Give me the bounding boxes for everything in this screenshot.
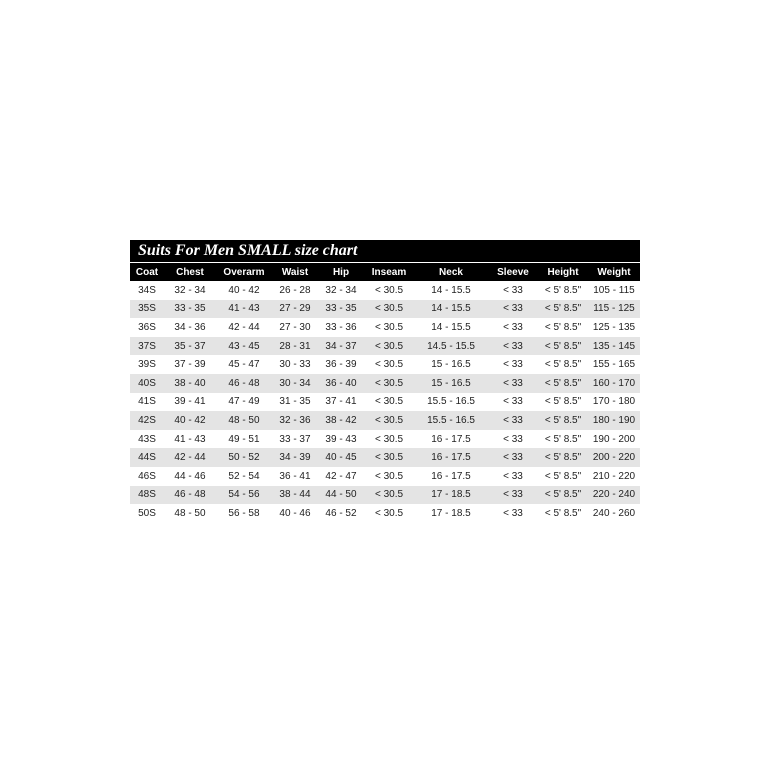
table-row xyxy=(130,467,640,486)
table-cell: < 33 xyxy=(488,411,538,430)
table-row xyxy=(130,411,640,430)
table-cell: 115 - 125 xyxy=(588,300,640,319)
table-cell: < 5' 8.5" xyxy=(538,467,588,486)
table-cell: 46 - 48 xyxy=(216,374,272,393)
column-header: Neck xyxy=(414,263,488,282)
table-cell: < 33 xyxy=(488,355,538,374)
size-chart xyxy=(130,240,640,523)
table-row xyxy=(130,355,640,374)
table-cell: 28 - 31 xyxy=(272,337,318,356)
table-cell: 37 - 39 xyxy=(164,355,216,374)
table-cell: 240 - 260 xyxy=(588,504,640,523)
table-cell: < 5' 8.5" xyxy=(538,393,588,412)
table-cell: < 33 xyxy=(488,504,538,523)
table-cell: 38 - 40 xyxy=(164,374,216,393)
column-header: Waist xyxy=(272,263,318,282)
column-header: Inseam xyxy=(364,263,414,282)
table-cell: 32 - 34 xyxy=(318,281,364,300)
table-cell: < 5' 8.5" xyxy=(538,281,588,300)
table-cell: 38 - 42 xyxy=(318,411,364,430)
table-cell: < 5' 8.5" xyxy=(538,430,588,449)
table-cell: 42S xyxy=(130,411,164,430)
table-cell: 16 - 17.5 xyxy=(414,448,488,467)
table-cell: 35 - 37 xyxy=(164,337,216,356)
table-cell: < 30.5 xyxy=(364,393,414,412)
table-cell: 37 - 41 xyxy=(318,393,364,412)
column-header: Hip xyxy=(318,263,364,282)
table-cell: < 5' 8.5" xyxy=(538,411,588,430)
table-cell: 36 - 39 xyxy=(318,355,364,374)
table-cell: 42 - 44 xyxy=(216,318,272,337)
table-cell: 44 - 46 xyxy=(164,467,216,486)
table-cell: < 33 xyxy=(488,337,538,356)
table-cell: 34S xyxy=(130,281,164,300)
table-cell: 40 - 42 xyxy=(164,411,216,430)
table-cell: 155 - 165 xyxy=(588,355,640,374)
table-cell: < 5' 8.5" xyxy=(538,448,588,467)
table-cell: < 30.5 xyxy=(364,281,414,300)
table-cell: 105 - 115 xyxy=(588,281,640,300)
table-cell: 30 - 33 xyxy=(272,355,318,374)
table-cell: < 33 xyxy=(488,318,538,337)
table-cell: 46 - 52 xyxy=(318,504,364,523)
table-cell: < 30.5 xyxy=(364,411,414,430)
table-cell: 190 - 200 xyxy=(588,430,640,449)
table-cell: 33 - 35 xyxy=(318,300,364,319)
table-cell: 56 - 58 xyxy=(216,504,272,523)
table-cell: 38 - 44 xyxy=(272,486,318,505)
table-row xyxy=(130,337,640,356)
table-cell: 34 - 39 xyxy=(272,448,318,467)
table-cell: 48S xyxy=(130,486,164,505)
table-cell: 33 - 35 xyxy=(164,300,216,319)
table-cell: 41 - 43 xyxy=(164,430,216,449)
chart-title: Suits For Men SMALL size chart xyxy=(130,240,640,262)
table-cell: 46 - 48 xyxy=(164,486,216,505)
column-header: Sleeve xyxy=(488,263,538,282)
table-cell: 49 - 51 xyxy=(216,430,272,449)
table-cell: < 33 xyxy=(488,300,538,319)
table-cell: 32 - 34 xyxy=(164,281,216,300)
table-row xyxy=(130,374,640,393)
table-cell: 14 - 15.5 xyxy=(414,300,488,319)
table-cell: < 30.5 xyxy=(364,486,414,505)
table-cell: 15.5 - 16.5 xyxy=(414,411,488,430)
table-cell: 42 - 44 xyxy=(164,448,216,467)
table-cell: < 30.5 xyxy=(364,318,414,337)
table-cell: 54 - 56 xyxy=(216,486,272,505)
table-cell: 32 - 36 xyxy=(272,411,318,430)
table-cell: 135 - 145 xyxy=(588,337,640,356)
table-cell: < 5' 8.5" xyxy=(538,337,588,356)
table-cell: 39 - 41 xyxy=(164,393,216,412)
table-cell: < 5' 8.5" xyxy=(538,355,588,374)
table-cell: 210 - 220 xyxy=(588,467,640,486)
table-cell: 31 - 35 xyxy=(272,393,318,412)
table-cell: 48 - 50 xyxy=(216,411,272,430)
table-cell: 27 - 30 xyxy=(272,318,318,337)
table-cell: 14 - 15.5 xyxy=(414,281,488,300)
table-cell: 39 - 43 xyxy=(318,430,364,449)
column-header: Chest xyxy=(164,263,216,282)
table-cell: 36 - 41 xyxy=(272,467,318,486)
table-cell: 33 - 37 xyxy=(272,430,318,449)
table-cell: < 33 xyxy=(488,393,538,412)
table-cell: 36S xyxy=(130,318,164,337)
table-cell: 44S xyxy=(130,448,164,467)
table-cell: 160 - 170 xyxy=(588,374,640,393)
table-cell: 40 - 46 xyxy=(272,504,318,523)
table-cell: < 5' 8.5" xyxy=(538,504,588,523)
table-cell: 15.5 - 16.5 xyxy=(414,393,488,412)
table-cell: < 33 xyxy=(488,374,538,393)
table-cell: < 30.5 xyxy=(364,504,414,523)
table-cell: 220 - 240 xyxy=(588,486,640,505)
column-header: Height xyxy=(538,263,588,282)
table-cell: < 33 xyxy=(488,430,538,449)
table-cell: 17 - 18.5 xyxy=(414,486,488,505)
table-cell: 17 - 18.5 xyxy=(414,504,488,523)
table-cell: < 33 xyxy=(488,467,538,486)
table-cell: < 5' 8.5" xyxy=(538,374,588,393)
table-cell: < 30.5 xyxy=(364,448,414,467)
table-row xyxy=(130,504,640,523)
table-cell: < 30.5 xyxy=(364,337,414,356)
table-cell: 200 - 220 xyxy=(588,448,640,467)
column-header: Overarm xyxy=(216,263,272,282)
table-row xyxy=(130,393,640,412)
table-cell: 43 - 45 xyxy=(216,337,272,356)
column-header: Weight xyxy=(588,263,640,282)
table-cell: < 5' 8.5" xyxy=(538,486,588,505)
table-cell: 40 - 45 xyxy=(318,448,364,467)
table-cell: < 5' 8.5" xyxy=(538,300,588,319)
table-cell: 27 - 29 xyxy=(272,300,318,319)
size-table xyxy=(130,262,640,523)
table-cell: 30 - 34 xyxy=(272,374,318,393)
table-cell: 40 - 42 xyxy=(216,281,272,300)
table-cell: 40S xyxy=(130,374,164,393)
table-cell: 15 - 16.5 xyxy=(414,355,488,374)
table-row xyxy=(130,448,640,467)
table-cell: 37S xyxy=(130,337,164,356)
table-cell: < 30.5 xyxy=(364,430,414,449)
table-cell: 41 - 43 xyxy=(216,300,272,319)
table-cell: 26 - 28 xyxy=(272,281,318,300)
table-cell: 47 - 49 xyxy=(216,393,272,412)
table-cell: < 33 xyxy=(488,281,538,300)
table-cell: < 30.5 xyxy=(364,467,414,486)
table-row xyxy=(130,300,640,319)
table-cell: 48 - 50 xyxy=(164,504,216,523)
table-cell: 33 - 36 xyxy=(318,318,364,337)
table-cell: 14.5 - 15.5 xyxy=(414,337,488,356)
table-cell: < 33 xyxy=(488,448,538,467)
table-cell: 16 - 17.5 xyxy=(414,467,488,486)
table-cell: 43S xyxy=(130,430,164,449)
table-cell: 15 - 16.5 xyxy=(414,374,488,393)
table-cell: 52 - 54 xyxy=(216,467,272,486)
table-cell: 34 - 37 xyxy=(318,337,364,356)
table-row xyxy=(130,430,640,449)
header-row xyxy=(130,263,640,282)
table-cell: 14 - 15.5 xyxy=(414,318,488,337)
table-row xyxy=(130,486,640,505)
table-cell: < 30.5 xyxy=(364,374,414,393)
table-cell: 50S xyxy=(130,504,164,523)
table-cell: 41S xyxy=(130,393,164,412)
table-cell: < 33 xyxy=(488,486,538,505)
table-cell: 16 - 17.5 xyxy=(414,430,488,449)
table-cell: 170 - 180 xyxy=(588,393,640,412)
table-cell: 46S xyxy=(130,467,164,486)
table-cell: < 30.5 xyxy=(364,355,414,374)
table-cell: 34 - 36 xyxy=(164,318,216,337)
column-header: Coat xyxy=(130,263,164,282)
table-row xyxy=(130,318,640,337)
table-cell: 45 - 47 xyxy=(216,355,272,374)
table-cell: 180 - 190 xyxy=(588,411,640,430)
table-cell: 50 - 52 xyxy=(216,448,272,467)
table-cell: 44 - 50 xyxy=(318,486,364,505)
table-body xyxy=(130,281,640,523)
table-cell: < 30.5 xyxy=(364,300,414,319)
table-cell: 36 - 40 xyxy=(318,374,364,393)
table-cell: 42 - 47 xyxy=(318,467,364,486)
table-cell: 125 - 135 xyxy=(588,318,640,337)
table-cell: < 5' 8.5" xyxy=(538,318,588,337)
table-cell: 35S xyxy=(130,300,164,319)
table-row xyxy=(130,281,640,300)
table-cell: 39S xyxy=(130,355,164,374)
